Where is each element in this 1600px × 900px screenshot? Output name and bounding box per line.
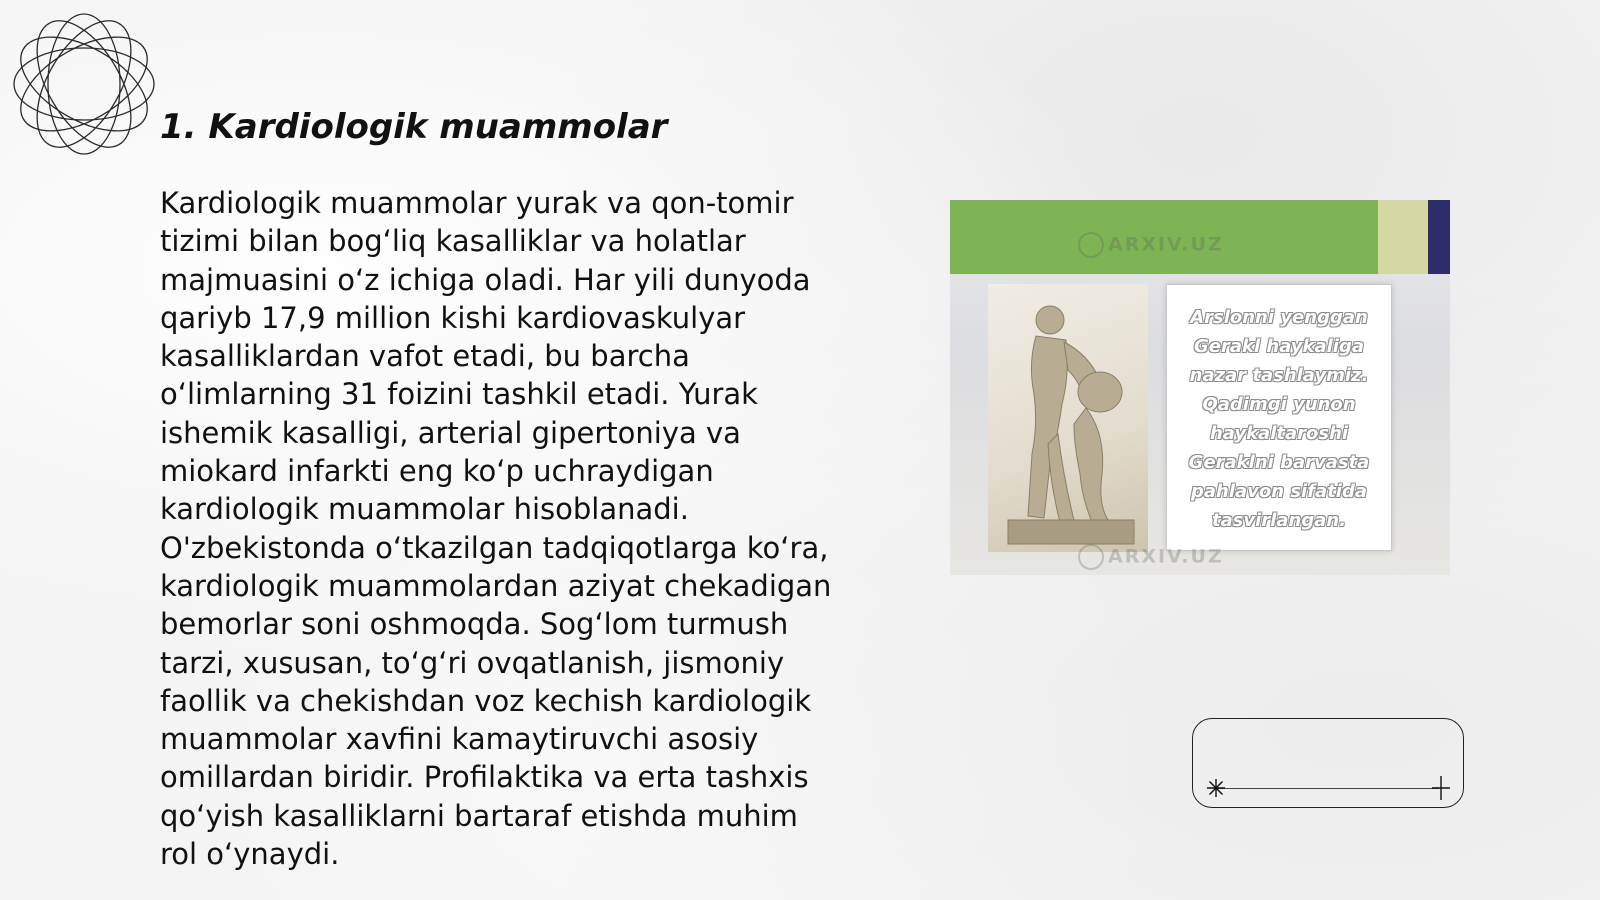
circle-knot-ornament-icon: [10, 10, 158, 158]
watermark-text: ARXIV.UZ: [1108, 233, 1224, 256]
sparkle-star-icon: [1205, 777, 1227, 799]
caption-text: Arslonni yenggan Gerakl haykaliga nazar tashlaymiz. Qadimgi yunon haykaltaroshi Geraklni barvasta pahlavon sifatida tasvirlangan.: [1188, 307, 1370, 531]
figure-header-bar: [1428, 200, 1450, 274]
hercules-statue-figure: [950, 200, 1450, 575]
decorative-frame: [1192, 718, 1464, 808]
watermark-logo-icon: [1078, 232, 1104, 258]
watermark: [1078, 544, 1224, 570]
decorative-line: [1217, 788, 1439, 789]
slide-title: 1. Kardiologik muammolar: [160, 107, 668, 147]
statue-photo: [988, 284, 1148, 552]
figure-header-accent: [1378, 200, 1428, 274]
watermark: [1078, 232, 1224, 258]
plus-cross-icon: [1429, 775, 1453, 801]
caption-box: [1166, 284, 1392, 551]
watermark-text: ARXIV.UZ: [1108, 545, 1224, 568]
watermark-logo-icon: [1078, 544, 1104, 570]
slide-body-text: Kardiologik muammolar yurak va qon-tomir tizimi bilan bog‘liq kasalliklar va holatlar majmuasini o‘z ichiga oladi. Har yili dunyoda qariyb 17,9 million kishi kardiovaskulyar kasalliklardan vafot etadi, bu barcha o‘limlarning 31 foizini tashkil etadi. Yurak ishemik kasalligi, arterial gipertoniya va miokard infarkti eng ko‘p uchraydigan kardiologik muammolar hisoblanadi. O'zbekistonda o‘tkazilgan tadqiqotlarga ko‘ra, kardiologik muammolardan aziyat chekadigan bemorlar soni oshmoqda. Sog‘lom turmush tarzi, xususan, to‘g‘ri ovqatlanish, jismoniy faollik va chekishdan voz kechish kardiologik muammolar xavfini kamaytiruvchi asosiy omillardan biridir. Profilaktika va erta tashxis qo‘yish kasalliklarni bartaraf etishda muhim rol o‘ynaydi.: [160, 186, 832, 872]
hercules-lion-statue-icon: [988, 284, 1148, 552]
